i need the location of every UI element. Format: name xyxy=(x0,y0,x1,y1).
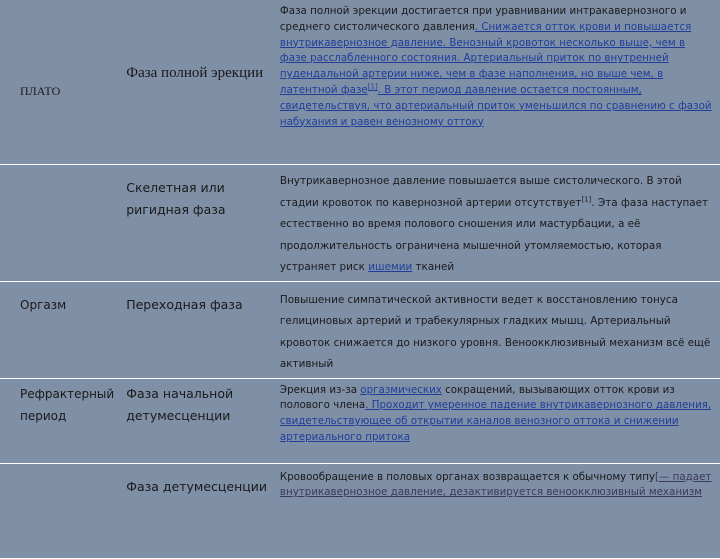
description-link[interactable]: . Проходит умеренное падение внутрикавернозного давления, свидетельствующее об открытии каналов венозного оттока и снижении артериального притока xyxy=(279,399,712,443)
description-cell xyxy=(272,464,720,504)
stage-cell: ПЛАТО xyxy=(20,84,61,98)
reference-link[interactable]: [1] xyxy=(367,82,378,91)
description-text: . Эта фаза наступает естественно во время полового сношения или мастурбации, а её продолжительность ограничена мышечной утомляемостью, которая устраняет риск xyxy=(279,196,709,273)
description-text: сокращений, вызывающих отток крови из полового члена xyxy=(279,383,675,412)
stage-cell: Рефрактерный период xyxy=(20,386,115,423)
reference-link[interactable]: [1] xyxy=(581,195,592,204)
table-row xyxy=(0,378,720,463)
description-cell xyxy=(272,282,720,378)
phase-cell: Фаза детумесценции xyxy=(126,478,268,494)
stage-cell xyxy=(0,464,118,470)
description-link[interactable]: . Снижается отток крови и повышается внутрикавернозное давление. Венозный кровоток несколько выше, чем в фазе расслабленного состояния. Артериальный приток по внутренней пудендальной артерии ниже, чем в фазе наполнения, но выше чем, в латентной фазе xyxy=(279,20,692,96)
description-cell xyxy=(272,379,720,448)
phase-cell: Скелетная или ригидная фаза xyxy=(126,180,226,217)
description-text: Повышение симпатической активности ведет к восстановлению тонуса гелициновых артерий и трабекулярных гладких мышц. Артериальный кровоток снижается до низкого уровня. Веноокклюзивный механизм всё ещё активный xyxy=(279,293,711,370)
table-row xyxy=(0,463,720,558)
phase-cell: Переходная фаза xyxy=(126,296,243,312)
ischemia-link[interactable]: ишемии xyxy=(368,261,413,273)
phase-cell: Фаза начальной детумесценции xyxy=(126,385,234,423)
description-text: тканей xyxy=(412,261,455,273)
description-cell xyxy=(272,0,720,132)
description-link[interactable]: [— падает внутрикавернозное давление, дезактивируется веноокклюзивный механизм xyxy=(279,470,712,499)
table-row xyxy=(0,281,720,378)
description-text: Внутрикавернозное давление повышается выше систолического. В этой стадии кровоток по кавернозной артерии отсутствует xyxy=(279,175,682,209)
stage-cell: Оргазм xyxy=(20,297,67,312)
table-row xyxy=(0,165,720,282)
description-text: Фаза полной эрекции достигается при уравнивании интракавернозного и среднего систолического давления xyxy=(279,5,687,33)
orgasmic-link[interactable]: оргазмических xyxy=(360,383,442,396)
stage-cell xyxy=(0,165,118,171)
phase-cell: Фаза полной эрекции xyxy=(126,65,264,81)
description-text: Эрекция из-за xyxy=(279,383,361,396)
description-text: Кровообращение в половых органах возвращается к обычному типу xyxy=(279,470,656,483)
description-cell xyxy=(272,165,720,281)
description-link[interactable]: . В этот период давление остается постоянным, свидетельствуя, что артериальный приток уменьшился по сравнению с фазой набухания и равен венозному оттоку xyxy=(279,83,712,128)
table-row xyxy=(0,0,720,165)
